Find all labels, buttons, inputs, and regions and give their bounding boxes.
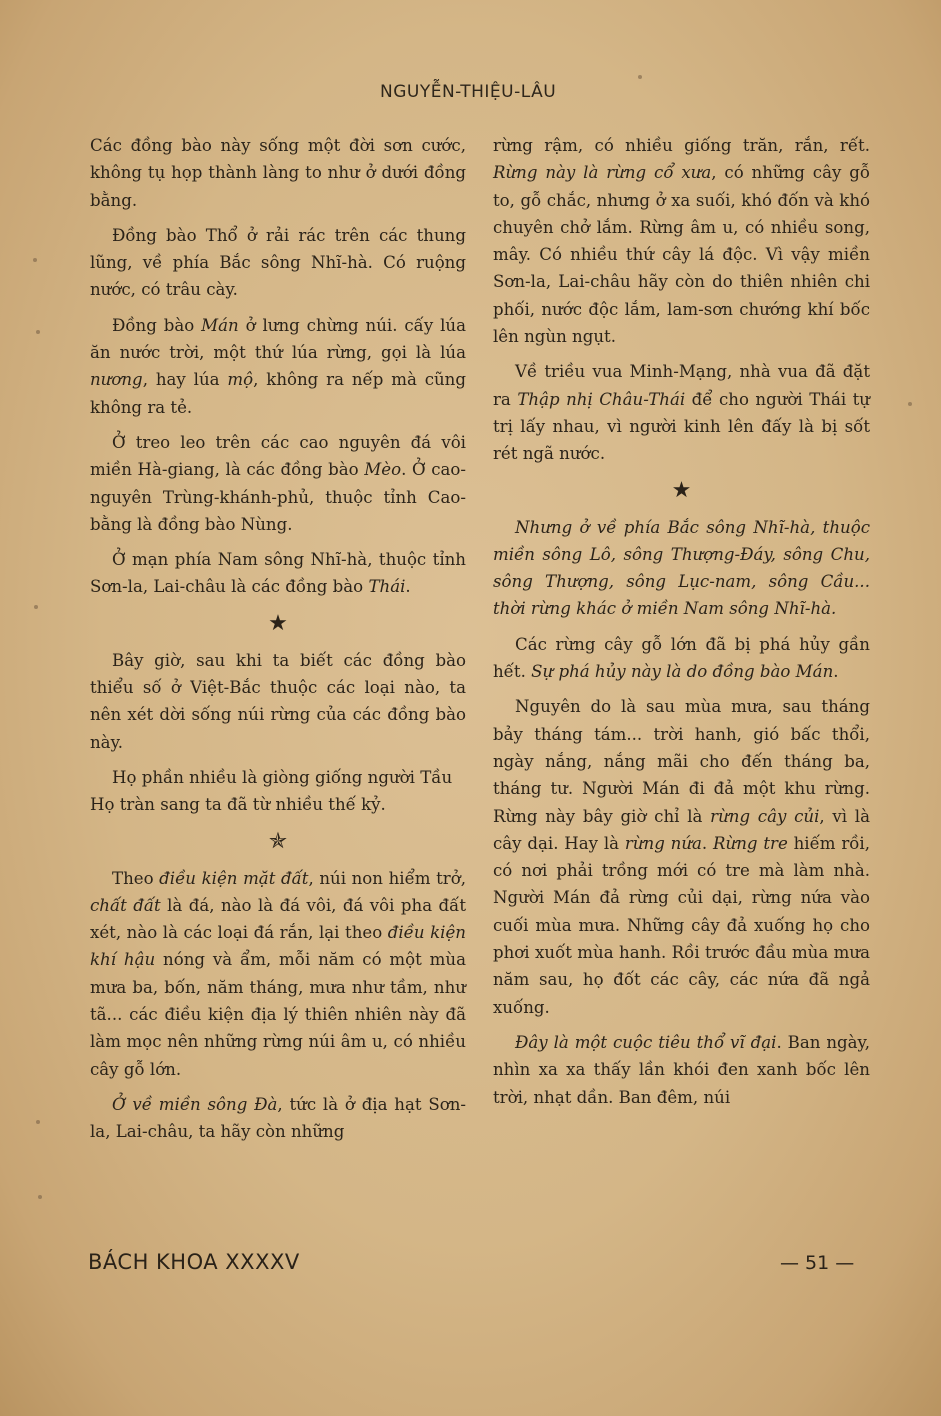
paragraph: Các đồng bào này sống một đời sơn cước, không tụ họp thành làng to như ở dưới đồng bằng.	[90, 136, 466, 210]
paragraph: Đồng bào Mán ở lưng chừng núi. cấy lúa ăn nước trời, một thứ lúa rừng, gọi là lúa nương, hay lúa mộ, không ra nếp mà cũng không ra tẻ.	[90, 315, 466, 417]
paragraph: Ở treo leo trên các cao nguyên đá vôi miền Hà-giang, là các đồng bào Mèo. Ở cao-nguyên Trùng-khánh-phủ, thuộc tỉnh Cao-bằng là đồng bào Nùng.	[90, 432, 467, 534]
paragraph: Ở mạn phía Nam sông Nhĩ-hà, thuộc tỉnh Sơn-la, Lai-châu là các đồng bào Thái.	[90, 550, 466, 597]
page-number: — 51 —	[780, 1252, 855, 1274]
section-divider-star: ★	[671, 477, 692, 503]
paper-speck	[908, 402, 912, 406]
paragraph: Ở về miền sông Đà, tức là ở địa hạt Sơn-la, Lai-châu, ta hãy còn những	[90, 1094, 466, 1142]
paragraph: Các rừng cây gỗ lớn đã bị phá hủy gần hết. Sự phá hủy này là do đồng bào Mán.	[493, 634, 870, 682]
page-header-author: NGUYỄN-THIỆU-LÂU	[380, 82, 557, 102]
left-column	[90, 132, 466, 1154]
paragraph: Bây giờ, sau khi ta biết các đồng bào thiểu số ở Việt-Bắc thuộc các loại nào, ta nên xét dời sống núi rừng của các đồng bào này.	[90, 650, 466, 752]
section-divider-star: ✯	[268, 828, 288, 854]
paragraph: Nguyên do là sau mùa mưa, sau tháng bảy tháng tám... trời hanh, gió bấc thổi, ngày nắng, nắng mãi cho đến tháng ba, tháng tư. Người Mán đi đả một khu rừng. Rừng này bây giờ chỉ là rừng cây củi, vì là cây dại. Hay là rừng nứa. Rừng tre hiếm rồi, có nơi phải trồng mới có tre mà làm nhà. Người Mán đả rừng củi dại, rừng nứa vào cuối mùa mưa. Những cây đả xuống họ cho phơi xuốt mùa hanh. Rồi trước đầu mùa mưa năm sau, họ đốt các cây, các nứa đã ngả xuống.	[493, 697, 871, 1017]
paragraph: Về triều vua Minh-Mạng, nhà vua đã đặt ra Thập nhị Châu-Thái để cho người Thái tự trị lấy nhau, vì người kinh lên đấy là bị sốt rét ngã nước.	[493, 362, 870, 464]
paragraph: Đây là một cuộc tiêu thổ vĩ đại. Ban ngày, nhìn xa xa thấy lần khói đen xanh bốc lên trời, nhạt dần. Ban đêm, núi	[493, 1032, 871, 1107]
paragraph: Theo điều kiện mặt đất, núi non hiểm trở, chất đất là đá, nào là đá vôi, đá vôi pha đất xét, nào là các loại đá rắn, lại theo điều kiện khí hậu nóng và ẩm, mỗi năm có một mùa mưa ba, bốn, năm tháng, mưa như tầm, như tã... các điều kiện địa lý thiên nhiên này đã làm mọc nên những rừng núi âm u, có nhiều cây gỗ lớn.	[90, 868, 466, 1079]
paper-speck	[33, 258, 37, 262]
paragraph: Nhưng ở về phía Bắc sông Nhĩ-hà, thuộc miền sông Lô, sông Thượng-Đáy, sông Chu, sông Thượng, sông Lục-nam, sông Cầu... thời rừng khác ở miền Nam sông Nhĩ-hà.	[493, 517, 870, 619]
paper-speck	[34, 605, 38, 609]
right-column	[493, 132, 870, 1119]
section-divider-star: ★	[268, 610, 288, 636]
paragraph: Họ phần nhiều là giòng giống người Tầu Họ tràn sang ta đã từ nhiều thế kỷ.	[90, 767, 453, 815]
magazine-title: BÁCH KHOA XXXXV	[88, 1250, 300, 1274]
paper-speck	[638, 75, 642, 79]
paper-speck	[38, 1195, 42, 1199]
paragraph: rừng rậm, có nhiều giống trăn, rắn, rết. Rừng này là rừng cổ xưa, có những cây gỗ to, gỗ chắc, nhưng ở xa suối, khó đốn và khó chuyên chở lắm. Rừng âm u, có nhiều song, mây. Có nhiều thứ cây lá độc. Vì vậy miền Sơn-la, Lai-châu hãy còn do thiên nhiên chi phối, nước độc lắm, lam-sơn chướng khí bốc lên ngùn ngụt.	[493, 136, 870, 347]
paragraph: Đồng bào Thổ ở rải rác trên các thung lũng, về phía Bắc sông Nhĩ-hà. Có ruộng nước, có trâu cày.	[90, 225, 466, 300]
paper-speck	[36, 1120, 40, 1124]
paper-speck	[36, 330, 40, 334]
